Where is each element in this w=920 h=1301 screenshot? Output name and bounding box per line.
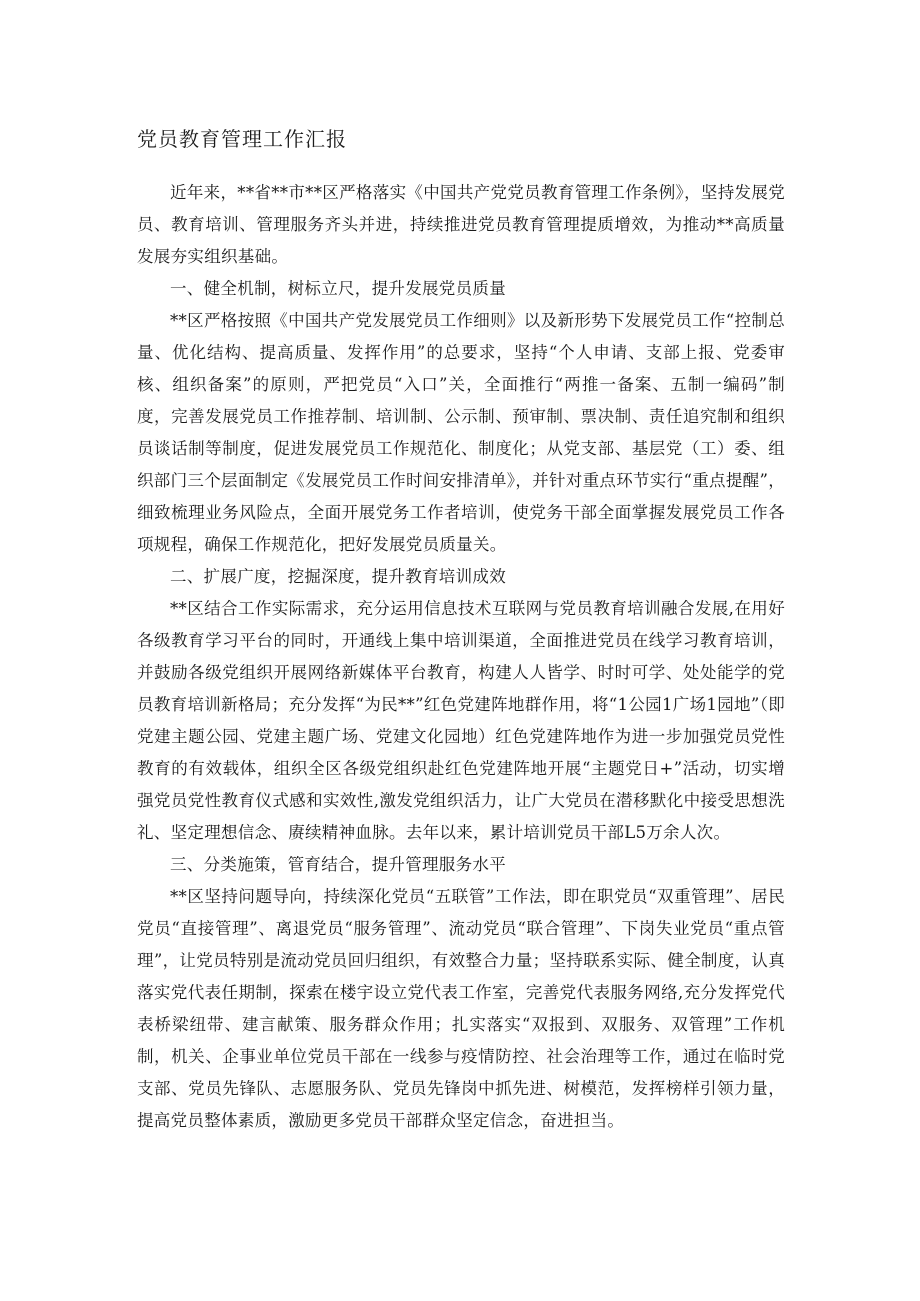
section-1-heading: 一、健全机制，树标立尺，提升发展党员质量 [170,279,506,298]
section-1-body: **区严格按照《中国共产党发展党员工作细则》以及新形势下发展党员工作“控制总量、优化结构、提高质量、发挥作用”的总要求，坚持“个人申请、支部上报、党委审核、组织备案”的原则，严把党员“入口”关，全面推行“两推一备案、五制一编码”制度，完善发展党员工作推荐制、培训制、公示制、预审制、票决制、责任追究制和组织员谈话制等制度，促进发展党员工作规范化、制度化；从党支部、基层党（工）委、组织部门三个层面制定《发展党员工作时间安排清单》，并针对重点环节实行“重点提醒”，细致梳理业务风险点，全面开展党务工作者培训，使党务干部全面掌握发展党员工作各项规程，确保工作规范化，把好发展党员质量关。 [137,311,785,554]
section-3-heading: 三、分类施策，管育结合，提升管理服务水平 [170,855,506,874]
section-2-heading: 二、扩展广度，挖掘深度，提升教育培训成效 [170,567,506,586]
section-2-body: **区结合工作实际需求，充分运用信息技术互联网与党员教育培训融合发展,在用好各级教育学习平台的同时，开通线上集中培训渠道，全面推进党员在线学习教育培训，并鼓励各级党组织开展网络新媒体平台教育，构建人人皆学、时时可学、处处能学的党员教育培训新格局；充分发挥“为民**”红色党建阵地群作用，将“1公园1广场1园地”（即党建主题公园、党建主题广场、党建文化园地）红色党建阵地作为进一步加强党员党性教育的有效载体，组织全区各级党组织赴红色党建阵地开展“主题党日+”活动，切实增强党员党性教育仪式感和实效性,激发党组织活力，让广大党员在潜移默化中接受思想洗礼、坚定理想信念、赓续精神血脉。去年以来，累计培训党员干部L5万余人次。 [137,599,785,842]
section-3-body: **区坚持问题导向，持续深化党员“五联管”工作法，即在职党员“双重管理”、居民党员“直接管理”、离退党员“服务管理”、流动党员“联合管理”、下岗失业党员“重点管理”，让党员特别是流动党员回归组织，有效整合力量；坚持联系实际、健全制度，认真落实党代表任期制，探索在楼宇设立党代表工作室，完善党代表服务网络,充分发挥党代表桥梁纽带、建言献策、服务群众作用；扎实落实“双报到、双服务、双管理”工作机制，机关、企事业单位党员干部在一线参与疫情防控、社会治理等工作，通过在临时党支部、党员先锋队、志愿服务队、党员先锋岗中抓先进、树模范，发挥榜样引领力量，提高党员整体素质，激励更多党员干部群众坚定信念，奋进担当。 [137,887,785,1130]
intro-paragraph: 近年来，**省**市**区严格落实《中国共产党党员教育管理工作条例》，坚持发展党员、教育培训、管理服务齐头并进，持续推进党员教育管理提质增效，为推动**高质量发展夯实组织基础。 [137,183,785,266]
document-title: 党员教育管理工作汇报 [137,127,347,151]
document-body [137,177,785,1137]
